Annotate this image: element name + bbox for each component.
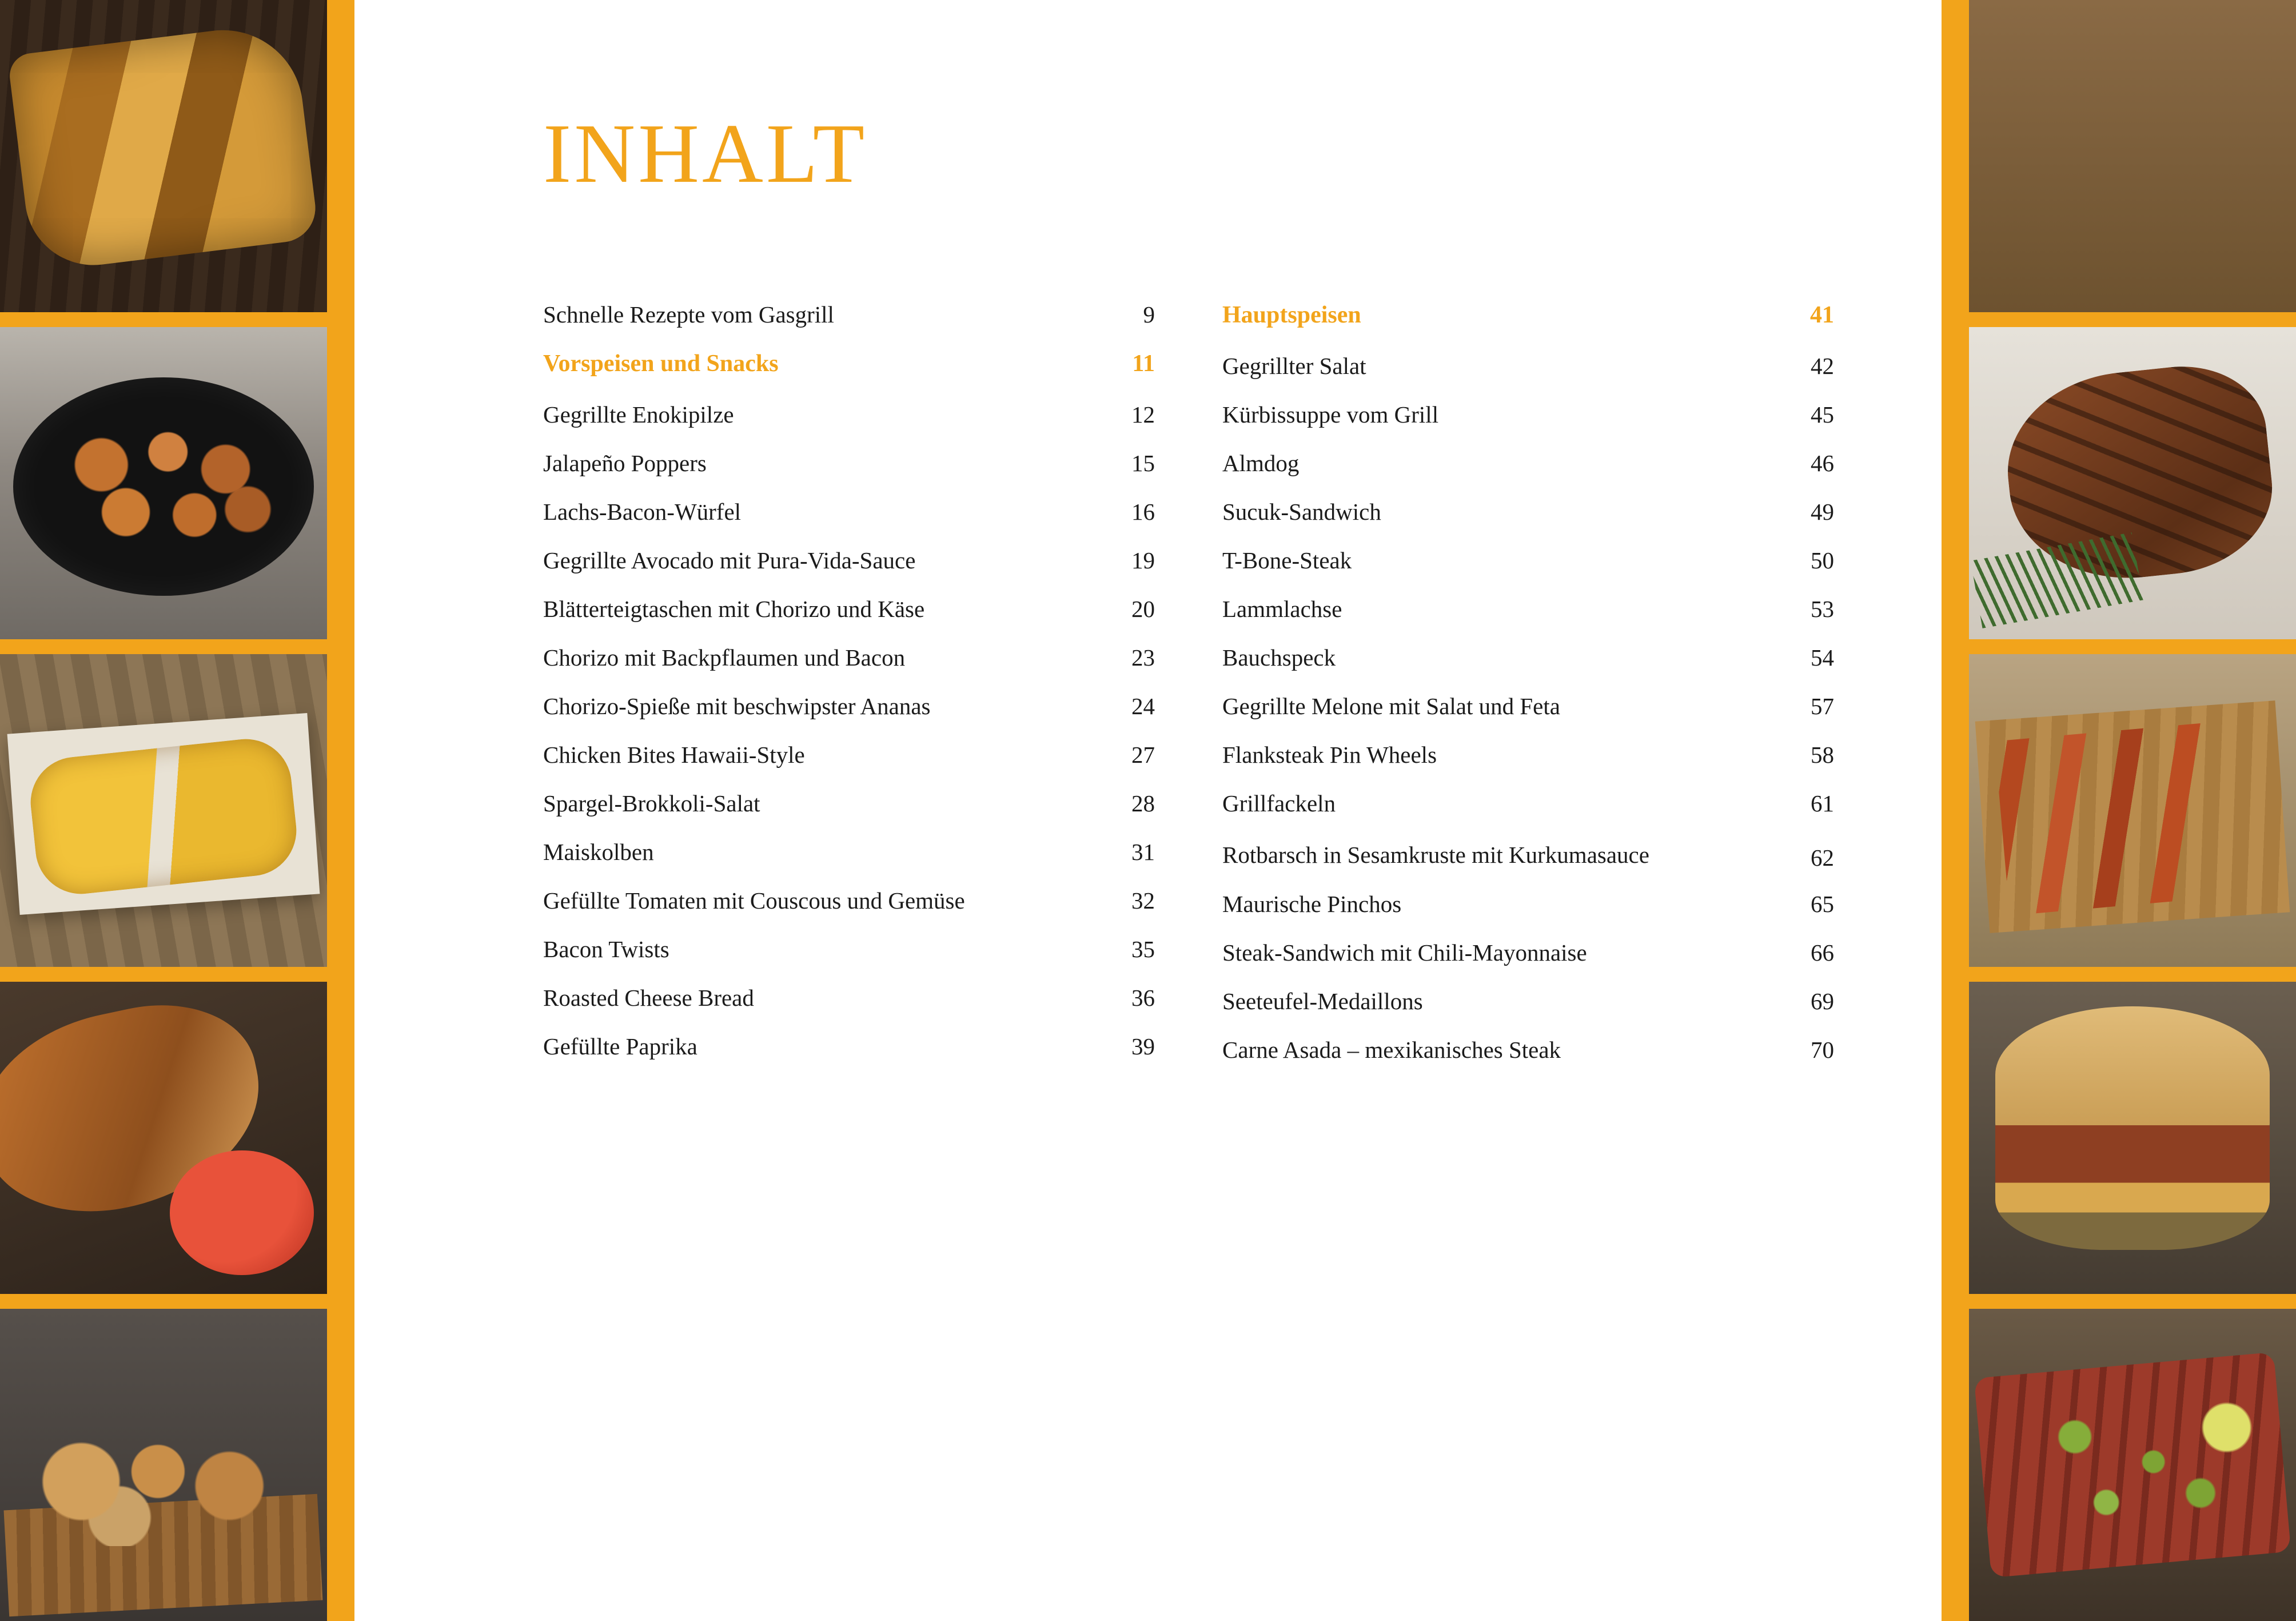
toc-section-page: 41: [1810, 302, 1834, 328]
toc-entry-chorizo-spiesse[interactable]: [543, 695, 1155, 718]
toc-entry-page: 57: [1811, 693, 1834, 719]
toc-entry-page: 49: [1811, 499, 1834, 525]
toc-column-right: [1222, 303, 1834, 1087]
photo-grilled-skewers-board: [1969, 654, 2296, 966]
toc-entry-page: 54: [1811, 644, 1834, 671]
toc-entry-gegrillte-avocado[interactable]: [543, 549, 1155, 572]
toc-entry-page: 20: [1131, 596, 1155, 622]
toc-entry-page: 50: [1811, 547, 1834, 573]
toc-entry-page: 46: [1811, 450, 1834, 476]
toc-entry-maiskolben[interactable]: [543, 841, 1155, 864]
toc-entry-label: Rotbarsch in Sesamkruste mit Kurkumasauce: [1222, 842, 1649, 868]
toc-entry-jalapeno-poppers[interactable]: [543, 452, 1155, 475]
toc-section-label: Vorspeisen und Snacks: [543, 351, 779, 377]
toc-entry-label: Lachs-Bacon-Würfel: [543, 499, 742, 525]
toc-entry-schnelle-rezepte-vom-gasgrill[interactable]: [543, 303, 1155, 326]
toc-columns: [543, 303, 1879, 1087]
photo-jalapeno-poppers-tomato: [0, 982, 327, 1294]
toc-entry-t-bone-steak[interactable]: [1222, 549, 1834, 572]
photo-bacon-bites-skewers: [0, 1309, 327, 1621]
photo-sliced-steak-jalapenos: [1969, 1309, 2296, 1621]
toc-section-hauptspeisen[interactable]: [1222, 303, 1834, 327]
toc-entry-label: Maiskolben: [543, 839, 654, 865]
toc-entry-page: 42: [1811, 353, 1834, 379]
toc-entry-gegrillte-melone[interactable]: [1222, 695, 1834, 718]
toc-entry-lammlachse[interactable]: [1222, 598, 1834, 621]
toc-entry-label: Almdog: [1222, 450, 1300, 476]
toc-section-vorspeisen-und-snacks[interactable]: [543, 352, 1155, 376]
toc-entry-grillfackeln[interactable]: [1222, 792, 1834, 815]
toc-entry-roasted-cheese-bread[interactable]: [543, 986, 1155, 1010]
toc-entry-kuerbissuppe-vom-grill[interactable]: [1222, 403, 1834, 427]
toc-content: [354, 0, 1942, 1621]
toc-entry-label: Jalapeño Poppers: [543, 450, 707, 476]
photo-bacon-wrapped-bites-pan: [0, 327, 327, 639]
toc-entry-carne-asada[interactable]: [1222, 1038, 1834, 1062]
toc-entry-label: Roasted Cheese Bread: [543, 985, 754, 1011]
toc-entry-page: 16: [1131, 499, 1155, 525]
toc-entry-label: Chicken Bites Hawaii-Style: [543, 742, 805, 768]
toc-entry-almdog[interactable]: [1222, 452, 1834, 475]
toc-entry-page: 28: [1131, 790, 1155, 817]
toc-entry-label: Chorizo mit Backpflaumen und Bacon: [543, 644, 906, 671]
toc-entry-seeteufel-medaillons[interactable]: [1222, 990, 1834, 1013]
toc-entry-label: Blätterteigtaschen mit Chorizo und Käse: [543, 596, 925, 622]
toc-entry-maurische-pinchos[interactable]: [1222, 893, 1834, 916]
toc-entry-label: Grillfackeln: [1222, 790, 1336, 817]
toc-entry-page: 36: [1131, 985, 1155, 1011]
toc-entry-page: 31: [1131, 839, 1155, 865]
toc-entry-page: 61: [1811, 790, 1834, 817]
toc-entry-page: 58: [1811, 742, 1834, 768]
toc-entry-page: 53: [1811, 596, 1834, 622]
page-title: INHALT: [543, 107, 868, 201]
toc-entry-page: 9: [1143, 301, 1155, 328]
toc-column-left: [543, 303, 1155, 1087]
toc-entry-gegrillte-enokipilze[interactable]: [543, 403, 1155, 427]
right-photo-rail: [1942, 0, 2296, 1621]
toc-entry-page: 70: [1811, 1037, 1834, 1064]
toc-entry-rotbarsch-in-sesamkruste[interactable]: [1222, 841, 1834, 870]
toc-entry-page: 12: [1131, 401, 1155, 428]
photo-tbone-steak-rosemary: [1969, 327, 2296, 639]
toc-entry-label: Gegrillter Salat: [1222, 353, 1366, 379]
photo-grilled-corn-husks: [0, 0, 327, 312]
photo-steak-sandwich-ciabatta: [1969, 982, 2296, 1294]
toc-entry-label: Bacon Twists: [543, 936, 669, 962]
toc-entry-page: 65: [1811, 891, 1834, 918]
toc-entry-label: Spargel-Brokkoli-Salat: [543, 790, 760, 817]
toc-entry-label: Seeteufel-Medaillons: [1222, 988, 1423, 1015]
photo-pastrami-sandwich-fries: [1969, 0, 2296, 312]
toc-entry-label: Maurische Pinchos: [1222, 891, 1402, 918]
toc-entry-label: Bauchspeck: [1222, 644, 1336, 671]
toc-entry-label: Gefüllte Tomaten mit Couscous und Gemüse: [543, 887, 965, 914]
toc-entry-label: Kürbissuppe vom Grill: [1222, 401, 1439, 428]
toc-entry-flanksteak-pin-wheels[interactable]: [1222, 743, 1834, 767]
toc-entry-spargel-brokkoli-salat[interactable]: [543, 792, 1155, 815]
toc-entry-label: Chorizo-Spieße mit beschwipster Ananas: [543, 693, 931, 719]
toc-entry-label: Steak-Sandwich mit Chili-Mayonnaise: [1222, 939, 1587, 966]
toc-entry-label: Gegrillte Enokipilze: [543, 401, 734, 428]
toc-entry-gefuellte-tomaten[interactable]: [543, 889, 1155, 913]
toc-entry-bauchspeck[interactable]: [1222, 646, 1834, 670]
toc-entry-page: 69: [1811, 988, 1834, 1015]
toc-entry-chicken-bites-hawaii-style[interactable]: [543, 743, 1155, 767]
toc-entry-sucuk-sandwich[interactable]: [1222, 500, 1834, 524]
toc-entry-label: Lammlachse: [1222, 596, 1342, 622]
toc-entry-chorizo-backpflaumen[interactable]: [543, 646, 1155, 670]
toc-entry-label: Gegrillte Avocado mit Pura-Vida-Sauce: [543, 547, 916, 573]
left-photo-rail: [0, 0, 354, 1621]
toc-entry-label: Carne Asada – mexikanisches Steak: [1222, 1037, 1561, 1064]
toc-entry-page: 15: [1131, 450, 1155, 476]
toc-entry-gegrillter-salat[interactable]: [1222, 355, 1834, 378]
toc-entry-label: Gefüllte Paprika: [543, 1033, 697, 1060]
toc-entry-label: T-Bone-Steak: [1222, 547, 1352, 573]
toc-entry-steak-sandwich-chili-mayonnaise[interactable]: [1222, 941, 1834, 965]
toc-entry-page: 35: [1131, 936, 1155, 962]
toc-entry-page: 62: [1811, 845, 1834, 871]
toc-entry-label: Flanksteak Pin Wheels: [1222, 742, 1437, 768]
photo-grilled-corn-cobs: [0, 654, 327, 966]
toc-entry-label: Schnelle Rezepte vom Gasgrill: [543, 301, 834, 328]
toc-entry-blaetterteigtaschen[interactable]: [543, 598, 1155, 621]
toc-entry-page: 23: [1131, 644, 1155, 671]
toc-entry-gefuellte-paprika[interactable]: [543, 1035, 1155, 1058]
toc-entry-label: Sucuk-Sandwich: [1222, 499, 1381, 525]
toc-entry-label: Gegrillte Melone mit Salat und Feta: [1222, 693, 1560, 719]
toc-section-label: Hauptspeisen: [1222, 302, 1361, 328]
toc-entry-page: 24: [1131, 693, 1155, 719]
toc-entry-lachs-bacon-wuerfel[interactable]: [543, 500, 1155, 524]
toc-entry-page: 19: [1131, 547, 1155, 573]
toc-section-page: 11: [1132, 351, 1155, 377]
toc-entry-page: 45: [1811, 401, 1834, 428]
toc-entry-page: 32: [1131, 887, 1155, 914]
toc-entry-page: 39: [1131, 1033, 1155, 1060]
toc-entry-bacon-twists[interactable]: [543, 938, 1155, 961]
toc-entry-page: 27: [1131, 742, 1155, 768]
toc-entry-page: 66: [1811, 939, 1834, 966]
